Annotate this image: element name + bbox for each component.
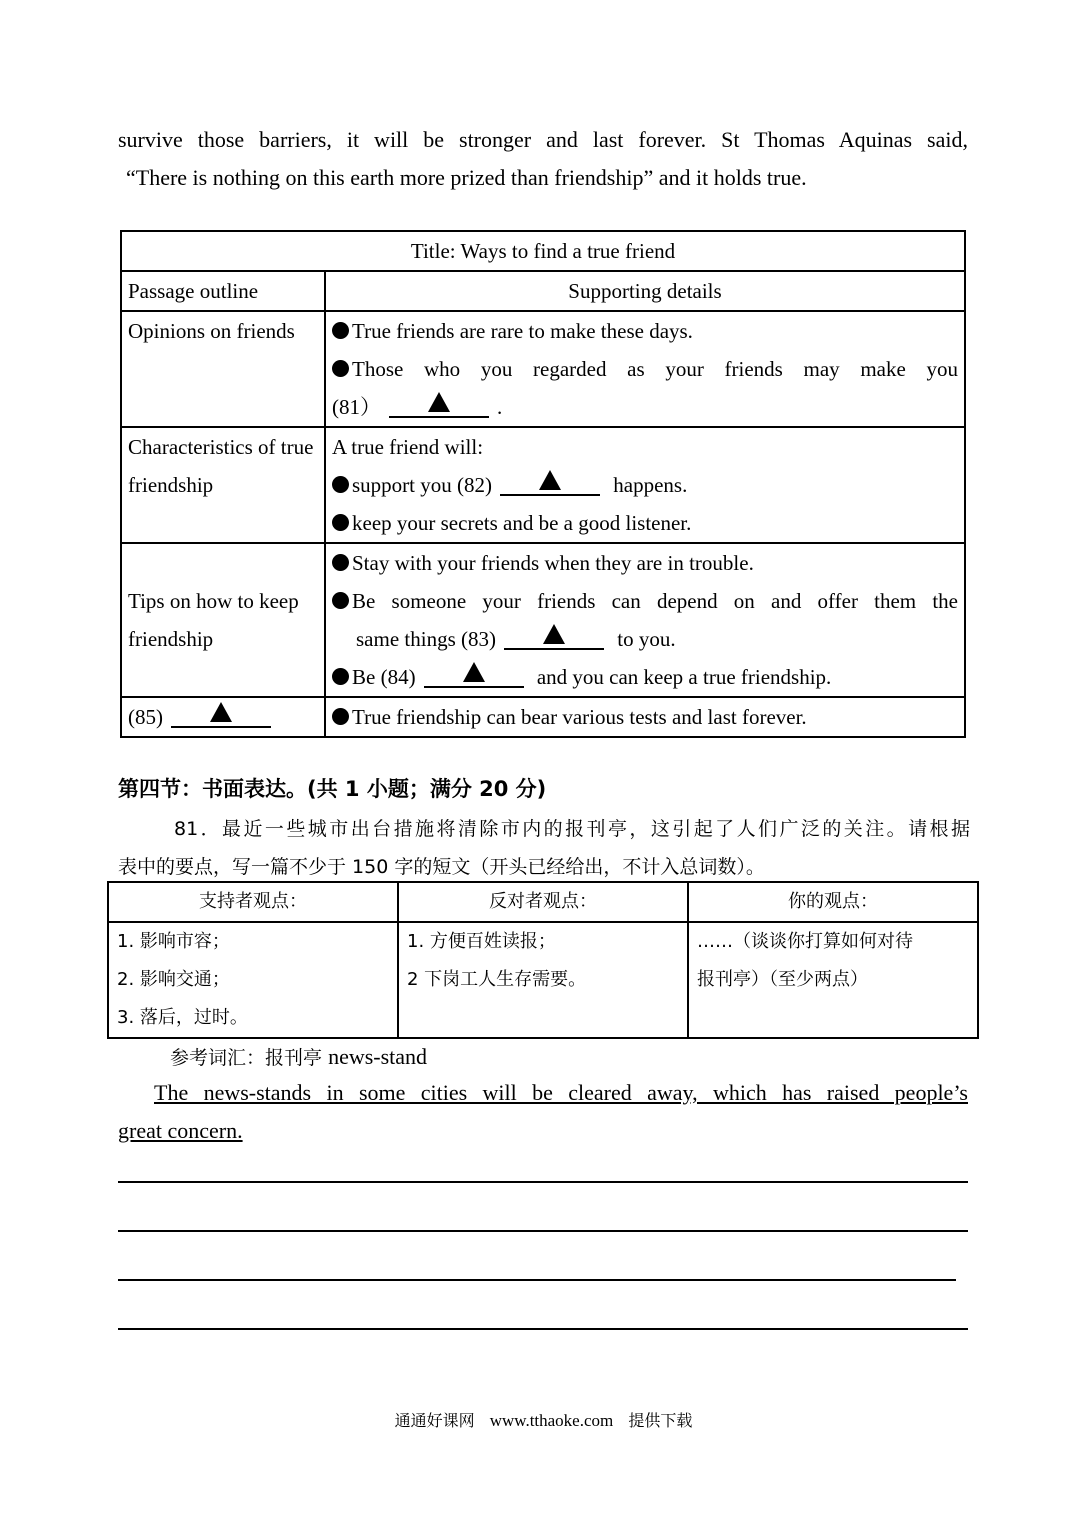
column-header-support: 支持者观点： — [108, 882, 398, 922]
support-views-cell — [108, 922, 398, 1038]
details-cell — [325, 697, 965, 737]
triangle-icon — [210, 702, 232, 722]
triangle-icon — [539, 470, 561, 490]
blank-number: (82) — [457, 473, 492, 497]
view-item: ……（谈谈你打算如何对待 — [697, 931, 913, 952]
view-item: 1. 方便百姓读报； — [407, 931, 556, 952]
task-line: 表中的要点，写一篇不少于 150 字的短文（开头已经给出，不计入总词数）。 — [118, 856, 765, 878]
detail-item: Those who you regarded as your friends may make you — [332, 350, 958, 388]
answer-blank-81[interactable] — [389, 392, 489, 418]
outline-title: Title: Ways to find a true friend — [121, 231, 965, 271]
blank-number: (81） — [332, 395, 381, 419]
answer-blank-85[interactable] — [171, 702, 271, 728]
detail-item: Stay with your friends when they are in trouble. — [332, 544, 958, 582]
column-header-details: Supporting details — [325, 271, 965, 311]
reference-vocabulary — [170, 1039, 427, 1076]
blank-number: (85) — [128, 705, 163, 729]
oppose-views-cell — [398, 922, 688, 1038]
passage-line: survive those barriers, it will be stronger and last forever. St Thomas Aquinas said, — [118, 127, 968, 152]
outline-cell: Characteristics of true friendship — [121, 427, 325, 543]
footer-url[interactable]: www.tthaoke.com — [489, 1411, 614, 1430]
detail-item-continued: same things (83) to you. — [332, 620, 958, 658]
footer-suffix: 提供下载 — [628, 1411, 693, 1430]
writing-line[interactable] — [118, 1328, 968, 1330]
detail-item: Be someone your friends can depend on and offer them the — [332, 582, 958, 620]
detail-item: True friends are rare to make these days. — [332, 312, 958, 350]
blank-number: (83) — [461, 627, 496, 651]
triangle-icon — [463, 662, 485, 682]
table-row — [121, 543, 965, 697]
details-cell — [325, 311, 965, 427]
details-cell — [325, 543, 965, 697]
outline-cell: Opinions on friends — [121, 311, 325, 427]
answer-blank-84[interactable] — [424, 662, 524, 688]
filled-circle-icon — [332, 708, 349, 725]
outline-cell — [121, 697, 325, 737]
views-table — [107, 881, 979, 1039]
answer-blank-83[interactable] — [504, 624, 604, 650]
page-footer — [0, 1408, 1087, 1431]
vocab-english: news-stand — [328, 1044, 428, 1069]
view-item: 2. 影响交通； — [117, 969, 230, 990]
column-header-yours: 你的观点： — [688, 882, 978, 922]
section-title: 第四节：书面表达。(共 1 小题；满分 20 分) — [118, 777, 547, 801]
triangle-icon — [428, 392, 450, 412]
table-row — [121, 427, 965, 543]
opening-line: The news-stands in some cities will be cleared away, which has raised people’s — [154, 1080, 968, 1105]
detail-intro: A true friend will: — [332, 435, 484, 459]
view-item: 2 下岗工人生存需要。 — [407, 969, 587, 990]
detail-item: (81） . — [332, 388, 958, 426]
writing-line[interactable] — [118, 1279, 956, 1281]
detail-item: Be (84) and you can keep a true friendship. — [332, 658, 958, 696]
outline-table — [120, 230, 966, 738]
table-row — [121, 697, 965, 737]
table-row — [121, 311, 965, 427]
detail-item: support you (82) happens. — [332, 466, 958, 504]
filled-circle-icon — [332, 476, 349, 493]
details-cell — [325, 427, 965, 543]
writing-line[interactable] — [118, 1230, 968, 1232]
triangle-icon — [543, 624, 565, 644]
your-views-cell — [688, 922, 978, 1038]
column-header-outline: Passage outline — [121, 271, 325, 311]
detail-item: keep your secrets and be a good listener. — [332, 504, 958, 542]
filled-circle-icon — [332, 322, 349, 339]
blank-number: (84) — [380, 665, 416, 689]
view-item: 1. 影响市容； — [117, 931, 230, 952]
column-header-oppose: 反对者观点： — [398, 882, 688, 922]
vocab-label: 参考词汇：报刊亭 — [170, 1047, 323, 1069]
detail-item: True friendship can bear various tests and last forever. — [332, 698, 958, 736]
footer-site-name: 通通好课网 — [394, 1411, 475, 1430]
filled-circle-icon — [332, 554, 349, 571]
filled-circle-icon — [332, 360, 349, 377]
writing-line[interactable] — [118, 1181, 968, 1183]
answer-blank-82[interactable] — [500, 470, 600, 496]
passage-line: “There is nothing on this earth more prized than friendship” and it holds true. — [126, 165, 807, 190]
writing-task — [118, 810, 970, 886]
view-item: 报刊亭）（至少两点） — [697, 969, 868, 990]
filled-circle-icon — [332, 514, 349, 531]
opening-line: great concern. — [118, 1118, 243, 1143]
outline-cell: Tips on how to keep friendship — [121, 543, 325, 697]
task-line: 81．最近一些城市出台措施将清除市内的报刊亭，这引起了人们广泛的关注。请根据 — [174, 818, 970, 840]
view-item: 3. 落后，过时。 — [117, 1007, 248, 1028]
essay-opening — [118, 1074, 968, 1150]
passage-ending — [118, 121, 968, 197]
filled-circle-icon — [332, 592, 349, 609]
filled-circle-icon — [332, 668, 349, 685]
